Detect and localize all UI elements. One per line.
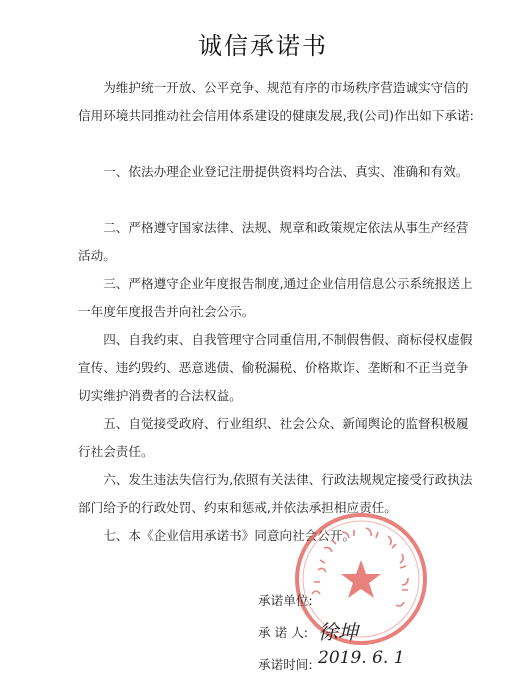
signing-unit-label: 承诺单位:	[258, 593, 313, 608]
commitment-item-7: 七、本《企业信用承诺书》同意向社会公开。	[103, 528, 356, 543]
commitment-item-1: 一、依法办理企业登记注册提供资料均合法、真实、准确和有效。	[103, 164, 469, 179]
commitment-item-3: 三、严格遵守企业年度报告制度,通过企业信用信息公示系统报送上一年度年度报告并向社会公示。	[78, 276, 473, 319]
intro-paragraph: 为维护统一开放、公平竞争、规范有序的市场秩序营造诚实守信的信用环境共同推动社会信用体系建设的健康发展,我(公司)作出如下承诺:	[78, 80, 474, 123]
commitment-item-6: 六、发生违法失信行为,依照有关法律、行政法规规定接受行政执法部门给予的行政处罚、约束和惩戒,并依法承担相应责任。	[78, 472, 473, 515]
signature-handwriting: 徐坤	[318, 620, 358, 644]
document-title: 诚信承诺书	[198, 32, 328, 60]
commitment-item-5: 五、自觉接受政府、行业组织、社会公众、新闻舆论的监督积极履行社会责任。	[78, 416, 469, 459]
company-seal-stamp	[290, 508, 432, 650]
date-handwriting: 2019. 6. 1	[318, 648, 405, 668]
signing-person-label: 承 诺 人:	[258, 625, 309, 640]
commitment-item-2: 二、严格遵守国家法律、法规、规章和政策规定依法从事生产经营活动。	[78, 220, 469, 263]
signing-date-label: 承诺时间:	[258, 657, 313, 672]
commitment-item-4: 四、自我约束、自我管理守合同重信用,不制假售假、商标侵权虚假宣传、违约毁约、恶意逃债、偷税漏税、价格欺诈、垄断和不正当竞争切实维护消费者的合法权益。	[78, 332, 473, 403]
